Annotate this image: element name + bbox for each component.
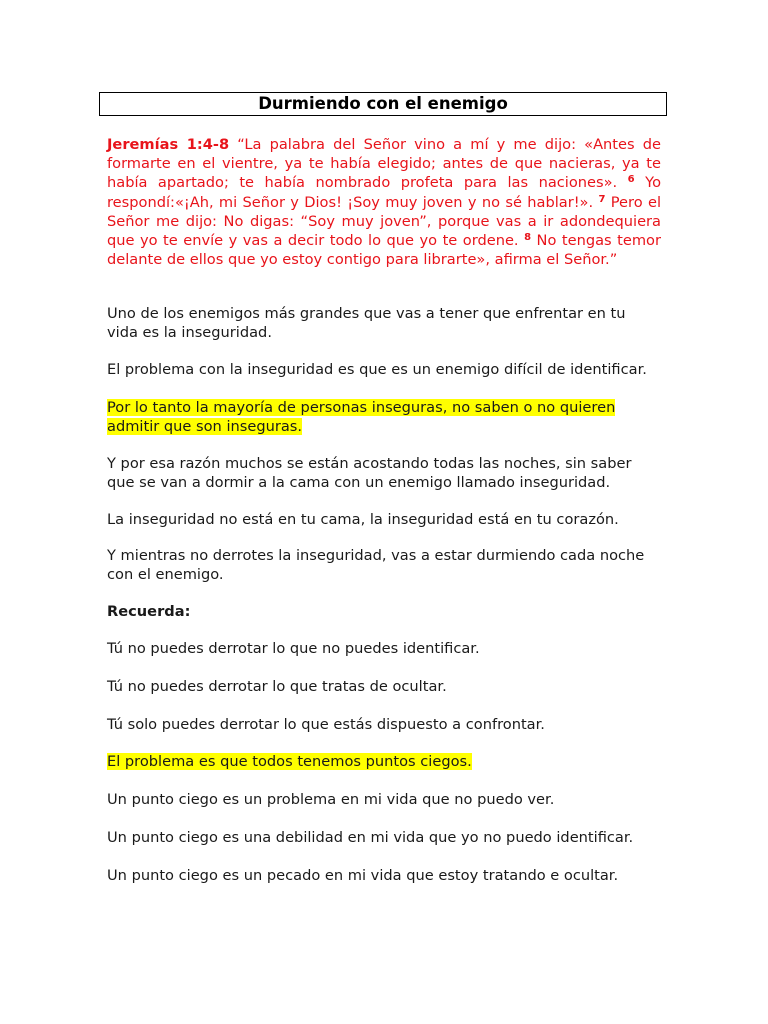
- paragraph-text: Tú solo puedes derrotar lo que estás dispuesto a confrontar.: [107, 716, 545, 733]
- paragraph: [107, 454, 661, 492]
- heading-text: Recuerda:: [107, 603, 191, 620]
- highlighted-paragraph: [107, 398, 661, 436]
- paragraph-text: Tú no puedes derrotar lo que tratas de ocultar.: [107, 678, 447, 695]
- verse-number-7: 7: [598, 193, 606, 205]
- highlighted-text: Por lo tanto la mayoría de personas inseguras, no saben o no quieren admitir que son inseguras.: [107, 399, 616, 436]
- scripture-text-1: “La palabra del Señor vino a mí y me dijo: «Antes de formarte en el vientre, ya te había elegido; antes de que nacieras, ya te había apartado; te había nombrado profeta para las naciones».: [107, 136, 661, 192]
- paragraph: [107, 790, 661, 809]
- paragraph: [107, 715, 661, 734]
- paragraph: [107, 639, 661, 658]
- paragraph-text: Un punto ciego es un problema en mi vida que no puedo ver.: [107, 791, 555, 808]
- paragraph: [107, 866, 661, 885]
- paragraph: [107, 828, 661, 847]
- paragraph-text: La inseguridad no está en tu cama, la inseguridad está en tu corazón.: [107, 511, 619, 528]
- paragraph-text: El problema con la inseguridad es que es un enemigo difícil de identificar.: [107, 361, 647, 378]
- page-title: Durmiendo con el enemigo: [99, 92, 667, 116]
- paragraph-text: Un punto ciego es un pecado en mi vida que estoy tratando e ocultar.: [107, 867, 619, 884]
- verse-number-6: 6: [627, 174, 635, 186]
- paragraph: [107, 546, 661, 584]
- highlighted-paragraph: [107, 752, 661, 771]
- paragraph: [107, 510, 661, 529]
- paragraph-text: Un punto ciego es una debilidad en mi vida que yo no puedo identificar.: [107, 829, 634, 846]
- scripture-reference: Jeremías 1:4-8: [107, 136, 230, 153]
- paragraph-text: Y mientras no derrotes la inseguridad, vas a estar durmiendo cada noche con el enemigo.: [107, 547, 645, 584]
- scripture-text-3: Pero el Señor me dijo: No digas: “Soy muy joven”, porque vas a ir adondequiera que yo te envíe y vas a decir todo lo que yo te ordene.: [107, 193, 661, 250]
- paragraph-text: Tú no puedes derrotar lo que no puedes identificar.: [107, 640, 480, 657]
- paragraph-text: Y por esa razón muchos se están acostando todas las noches, sin saber que se van a dormir a la cama con un enemigo llamado inseguridad.: [107, 455, 632, 492]
- verse-number-8: 8: [524, 232, 532, 244]
- scripture-passage: [107, 135, 661, 269]
- paragraph: [107, 304, 661, 342]
- paragraph: [107, 677, 661, 696]
- scripture-text-4: No tengas temor delante de ellos que yo estoy contigo para librarte», afirma el Señor.”: [107, 232, 661, 269]
- section-heading: [107, 602, 661, 621]
- scripture-text-2: Yo respondí:«¡Ah, mi Señor y Dios! ¡Soy muy joven y no sé hablar!».: [107, 174, 662, 211]
- paragraph: [107, 360, 661, 379]
- paragraph-text: Uno de los enemigos más grandes que vas a tener que enfrentar en tu vida es la inseguridad.: [107, 305, 626, 342]
- highlighted-text: El problema es que todos tenemos puntos ciegos.: [107, 753, 472, 770]
